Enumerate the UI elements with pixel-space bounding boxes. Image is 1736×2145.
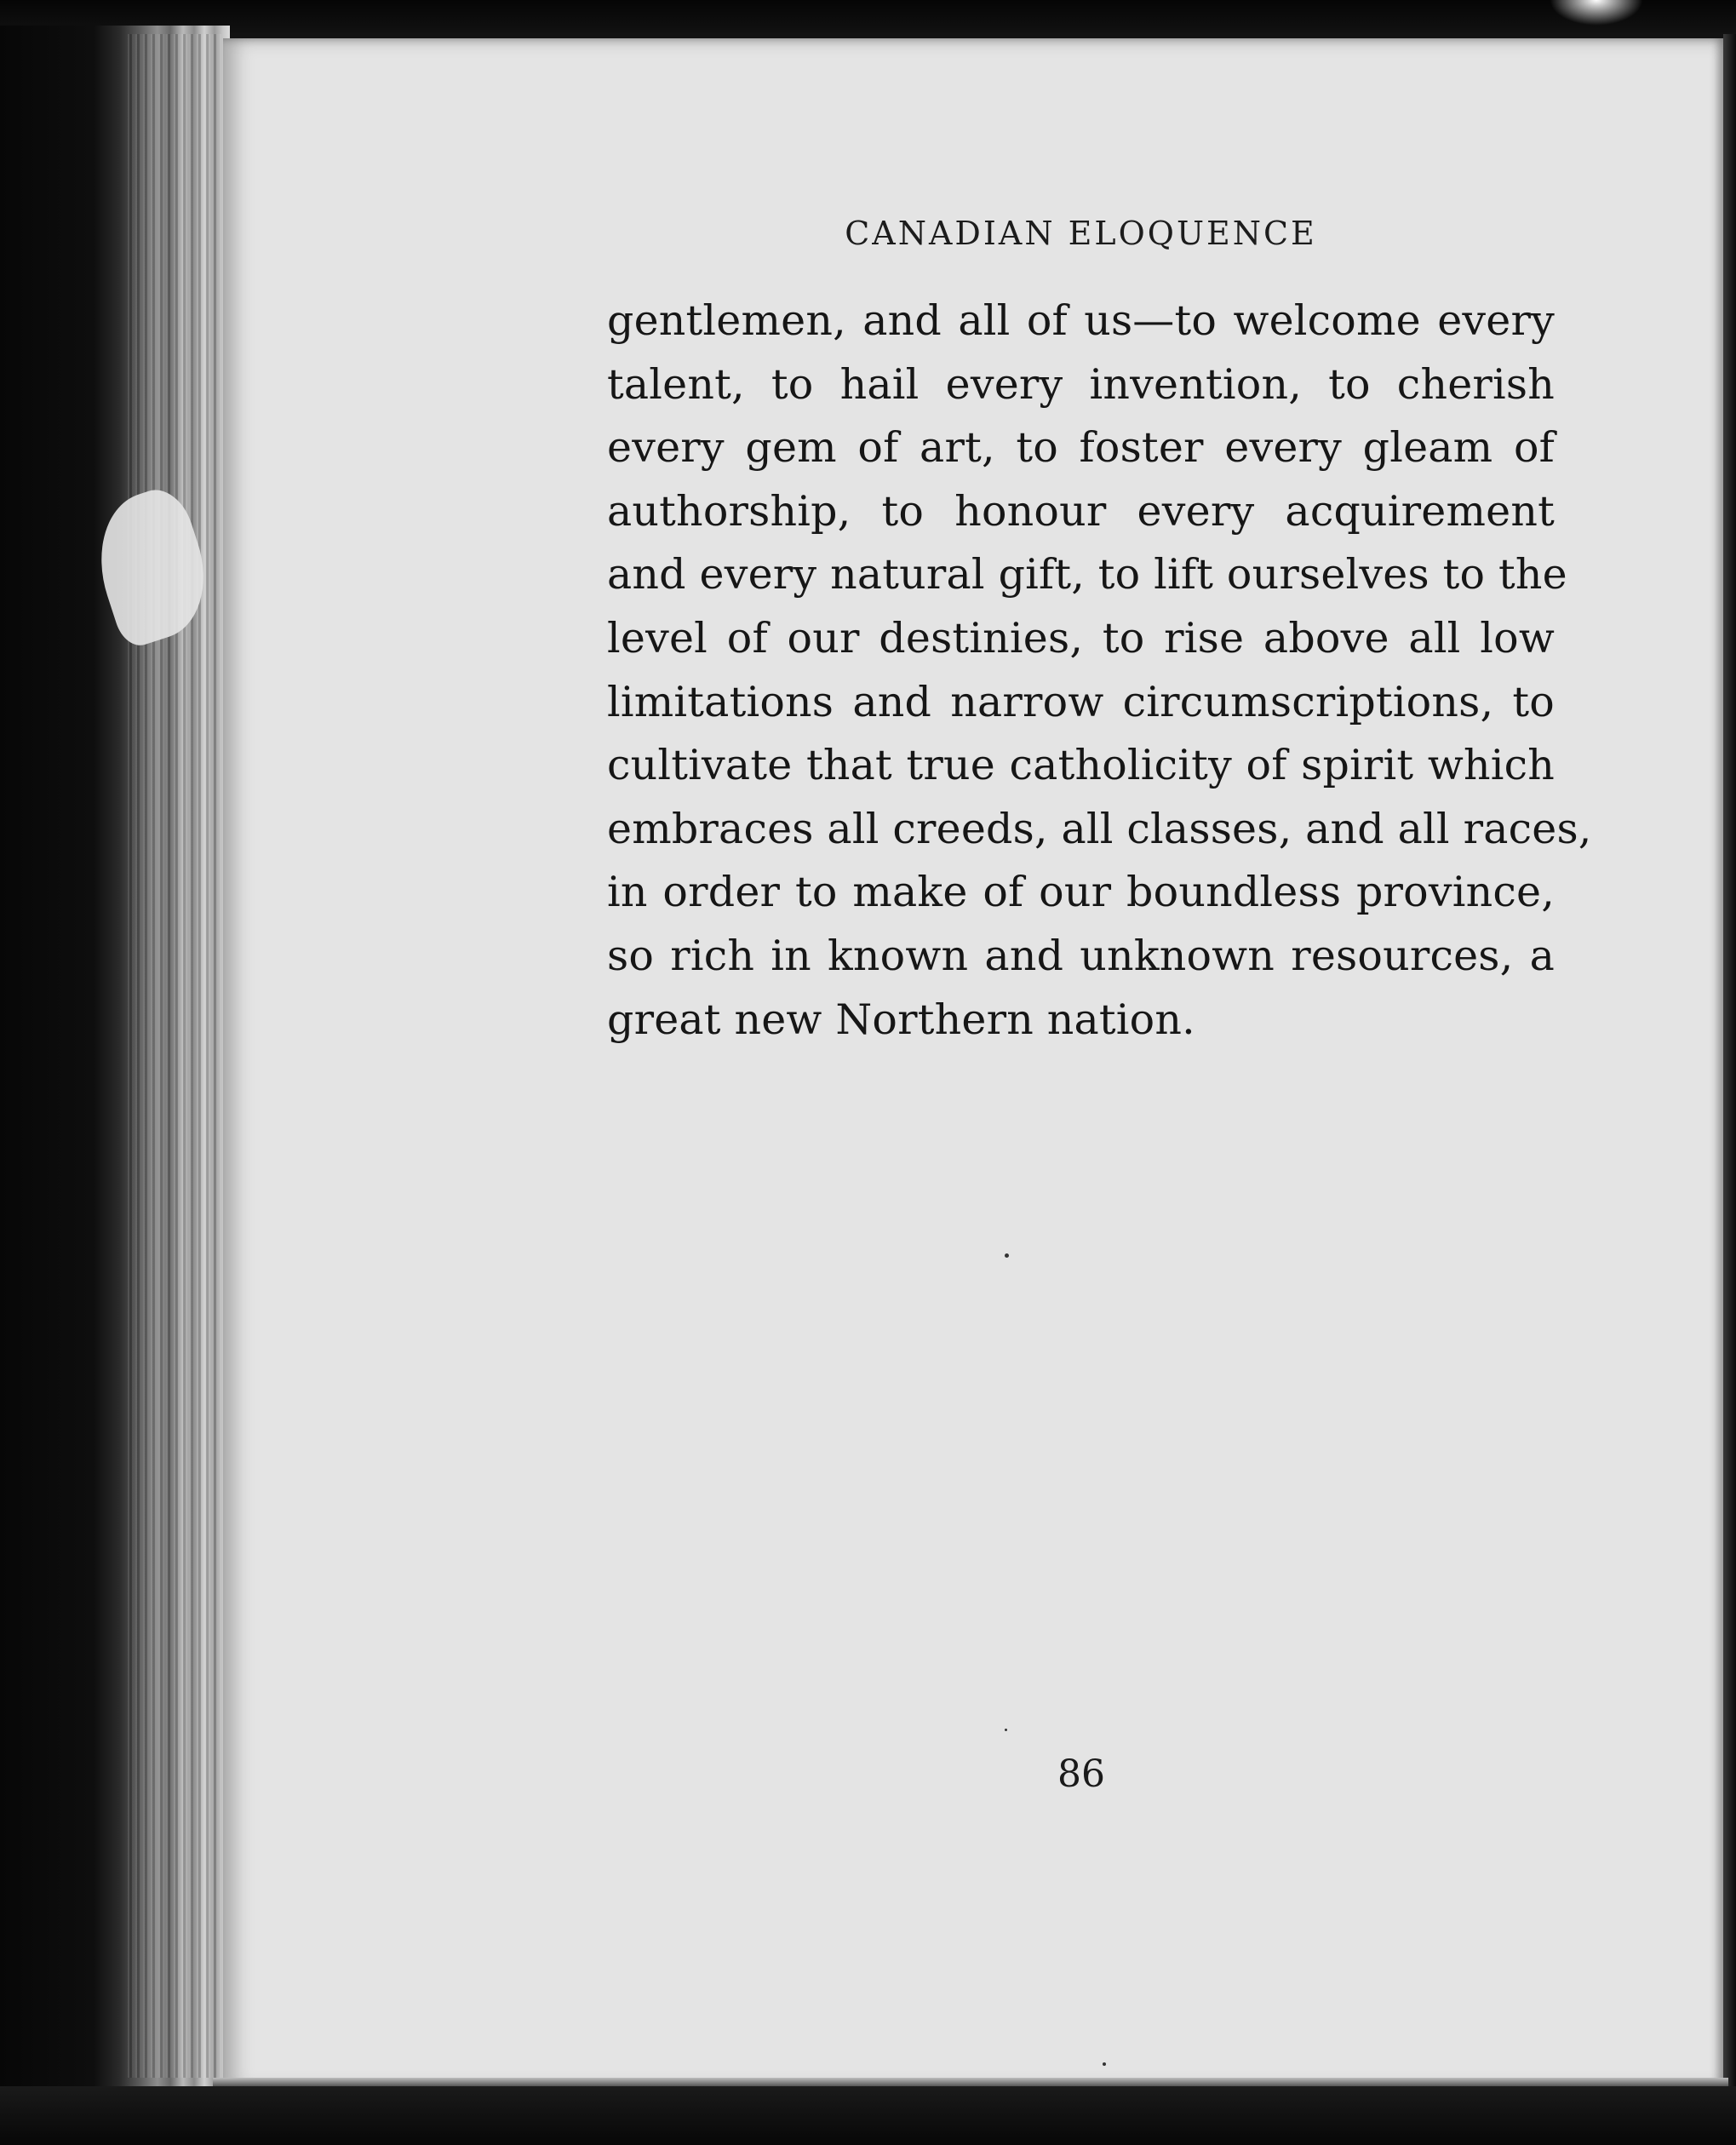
body-line: embraces all creeds, all classes, and all races, — [607, 804, 1592, 853]
body-line: cultivate that true catholicity of spirit which — [607, 741, 1555, 790]
body-line: gentlemen, and all of us—to welcome every — [607, 296, 1555, 345]
body-line: in order to make of our boundless province, — [607, 868, 1555, 917]
body-line: talent, to hail every invention, to cherish — [607, 359, 1555, 409]
body-line: level of our destinies, to rise above all low — [607, 613, 1555, 662]
running-head: CANADIAN ELOQUENCE — [845, 215, 1317, 252]
scanner-border-top — [0, 0, 1736, 41]
body-text — [607, 290, 1592, 1052]
page-right-edge — [1723, 34, 1736, 2095]
dust-speck — [1103, 2062, 1106, 2066]
dust-speck — [1005, 1253, 1009, 1258]
scanner-border-bottom — [0, 2086, 1736, 2145]
body-line: so rich in known and unknown resources, a — [607, 931, 1555, 980]
body-line: every gem of art, to foster every gleam of — [607, 423, 1555, 473]
dust-speck — [1005, 1729, 1007, 1731]
body-line: great new Northern nation. — [607, 995, 1195, 1044]
page-number: 86 — [1057, 1752, 1105, 1796]
body-line: authorship, to honour every acquirement — [607, 486, 1555, 536]
body-line: and every natural gift, to lift ourselves to the — [607, 550, 1567, 599]
body-line: limitations and narrow circumscriptions, to — [607, 677, 1555, 726]
spine-streaks — [128, 34, 221, 2078]
